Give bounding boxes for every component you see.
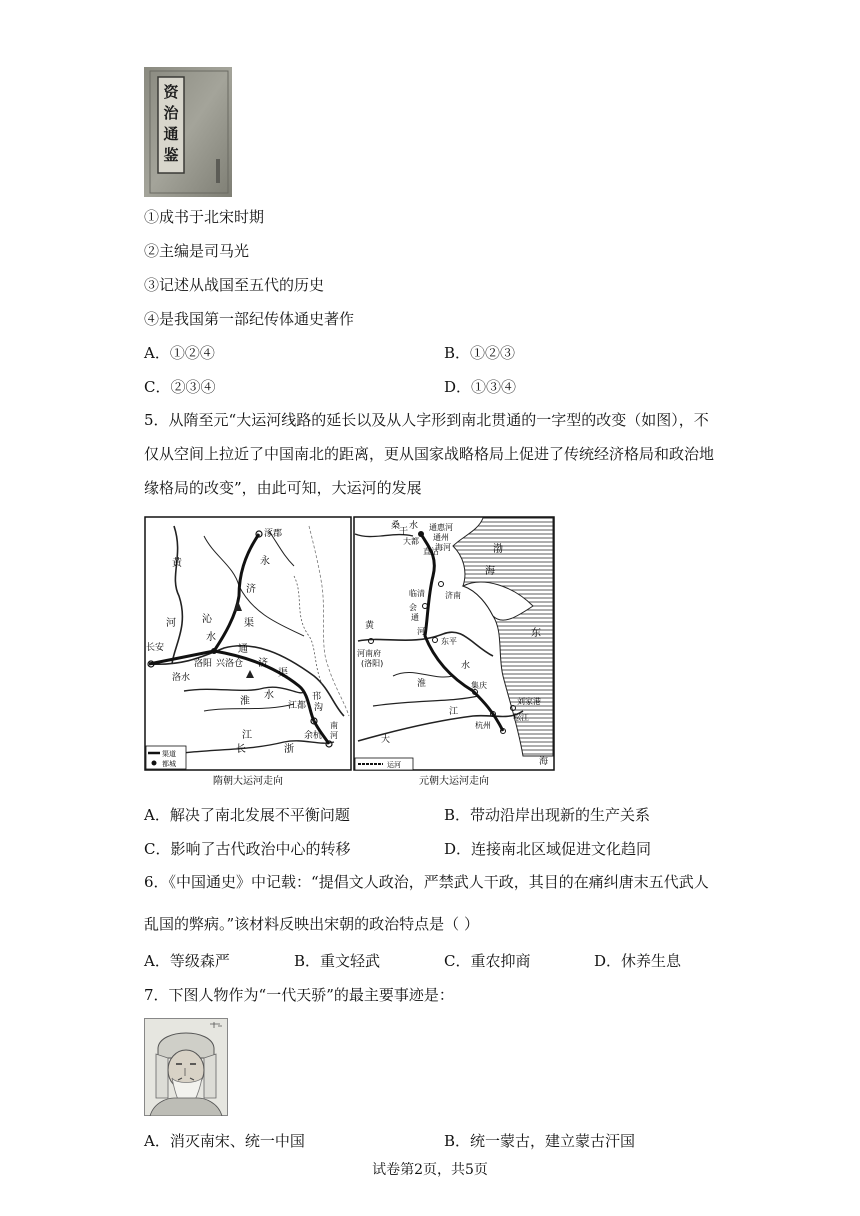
q7-option-a[interactable]: A．消灭南宋、统一中国 <box>144 1132 305 1150</box>
map-label: 渠 <box>278 668 288 679</box>
q7-stem: 7．下图人物作为“一代天骄”的最主要事迹是： <box>144 986 454 1004</box>
q5-option-c[interactable]: C．影响了古代政治中心的转移 <box>144 840 351 858</box>
map-label: 洛水 <box>172 673 191 683</box>
map-label: 通 <box>238 644 248 655</box>
map-label: 海 <box>539 757 549 767</box>
map-label: 济南 <box>445 591 461 600</box>
q5-stem-line-1: 5．从隋至元“大运河线路的延长以及从人字形到南北贯通的一字型的改变（如图），不 <box>144 411 709 429</box>
q4-option-b[interactable]: B．①②③ <box>444 344 516 362</box>
map-label: 通惠河 <box>429 523 453 532</box>
q6-option-d[interactable]: D．休养生息 <box>594 952 682 970</box>
map-label: 刘家港 <box>517 697 541 706</box>
map-label: (洛阳) <box>361 659 384 668</box>
q5-stem-line-3: 缘格局的改变”，由此可知，大运河的发展 <box>144 479 422 497</box>
map-label: 松江 <box>513 713 529 722</box>
map-label: 江 <box>242 730 252 741</box>
q6-option-c[interactable]: C．重农抑商 <box>444 952 531 970</box>
map-label: 洛阳 <box>194 659 213 669</box>
map-label: 干 <box>399 527 409 537</box>
map-label: 淮 <box>240 696 250 707</box>
sui-grand-canal-map <box>144 516 352 790</box>
q6-stem-line-1: 6．《中国通史》中记载：“提倡文人政治，严禁武人干政，其目的在痛纠唐末五代武人 <box>144 873 709 891</box>
map-label: 沟 <box>314 703 324 713</box>
map-label: 黄 <box>365 621 375 631</box>
map-label: 海河 <box>435 543 451 552</box>
book-title-char: 资 <box>163 83 179 101</box>
map-label: 通州 <box>433 533 449 542</box>
q4-option-c[interactable]: C．②③④ <box>144 378 216 396</box>
map-label: 兴洛仓 <box>216 659 244 669</box>
page-footer: 试卷第2页，共5页 <box>372 1162 488 1178</box>
legend-capital: 都城 <box>162 760 176 768</box>
map-label: 通 <box>411 613 419 622</box>
map-label: 邗 <box>312 692 322 702</box>
map-label: 水 <box>461 661 471 671</box>
map-label: 浙 <box>284 744 294 755</box>
zizhi-tongjian-book-image <box>144 67 232 197</box>
map-label: 淮 <box>417 679 427 689</box>
yuan-map-caption: 元朝大运河走向 <box>419 776 489 787</box>
q5-option-b[interactable]: B．带动沿岸出现新的生产关系 <box>444 806 651 824</box>
map-label: 江 <box>449 707 459 717</box>
map-label: 黄 <box>172 558 182 569</box>
yuan-grand-canal-map <box>353 516 555 790</box>
q6-stem-line-2: 乱国的弊病。”该材料反映出宋朝的政治特点是（ ） <box>144 915 479 933</box>
q6-option-b[interactable]: B．重文轻武 <box>294 952 381 970</box>
q5-option-a[interactable]: A．解决了南北发展不平衡问题 <box>144 806 350 824</box>
map-label: 永 <box>260 556 270 567</box>
map-label: 沁 <box>202 614 212 625</box>
map-label: 集庆 <box>471 681 487 690</box>
map-label: 河 <box>330 731 338 740</box>
q5-stem-line-2: 仅从空间上拉近了中国南北的距离，更从国家战略格局上促进了传统经济格局和政治地 <box>144 445 715 463</box>
map-label: 渤 <box>493 544 503 555</box>
map-label: 杭州 <box>475 721 491 730</box>
q4-statement-4: ④是我国第一部纪传体通史著作 <box>144 310 355 328</box>
map-label: 临清 <box>409 589 425 598</box>
map-label: 河南府 <box>357 649 381 658</box>
map-label: 大都 <box>403 537 419 546</box>
map-label: 水 <box>264 690 274 701</box>
map-label: 涿郡 <box>264 529 283 539</box>
q4-statement-3: ③记述从战国至五代的历史 <box>144 276 325 294</box>
map-label: 大 <box>381 735 391 745</box>
legend-canal: 运河 <box>387 761 401 769</box>
map-label: 渠 <box>244 618 254 629</box>
q4-option-d[interactable]: D．①③④ <box>444 378 517 396</box>
q5-option-d[interactable]: D．连接南北区域促进文化趋同 <box>444 840 652 858</box>
book-title-char: 治 <box>163 104 179 122</box>
map-label: 直沽 <box>423 547 439 556</box>
q4-statement-1: ①成书于北宋时期 <box>144 208 265 226</box>
legend-canal: 渠道 <box>162 750 176 758</box>
map-label: 余杭 <box>304 731 323 741</box>
book-title-char: 鉴 <box>163 146 179 164</box>
map-label: 东 <box>531 628 541 639</box>
q4-option-a[interactable]: A．①②④ <box>144 344 215 362</box>
map-label: 河 <box>417 627 425 636</box>
map-label: 南 <box>330 721 338 730</box>
map-label: 东平 <box>441 637 457 646</box>
map-label: 济 <box>258 658 268 669</box>
map-label: 河 <box>166 618 176 629</box>
map-label: 桑 <box>391 521 401 531</box>
q6-option-a[interactable]: A．等级森严 <box>144 952 230 970</box>
map-label: 水 <box>206 632 216 643</box>
map-label: 济 <box>246 584 256 595</box>
map-label: 长 <box>236 744 246 755</box>
map-label: 水 <box>409 521 419 531</box>
map-label: 长安 <box>146 643 165 653</box>
q4-statement-2: ②主编是司马光 <box>144 242 250 260</box>
q7-option-b[interactable]: B．统一蒙古，建立蒙古汗国 <box>444 1132 636 1150</box>
book-title-char: 通 <box>163 125 179 143</box>
genghis-khan-portrait <box>144 1018 228 1116</box>
sui-map-caption: 隋朝大运河走向 <box>213 776 283 787</box>
map-label: 海 <box>485 566 495 577</box>
map-label: 会 <box>409 603 417 612</box>
map-label: 江都 <box>288 701 307 711</box>
